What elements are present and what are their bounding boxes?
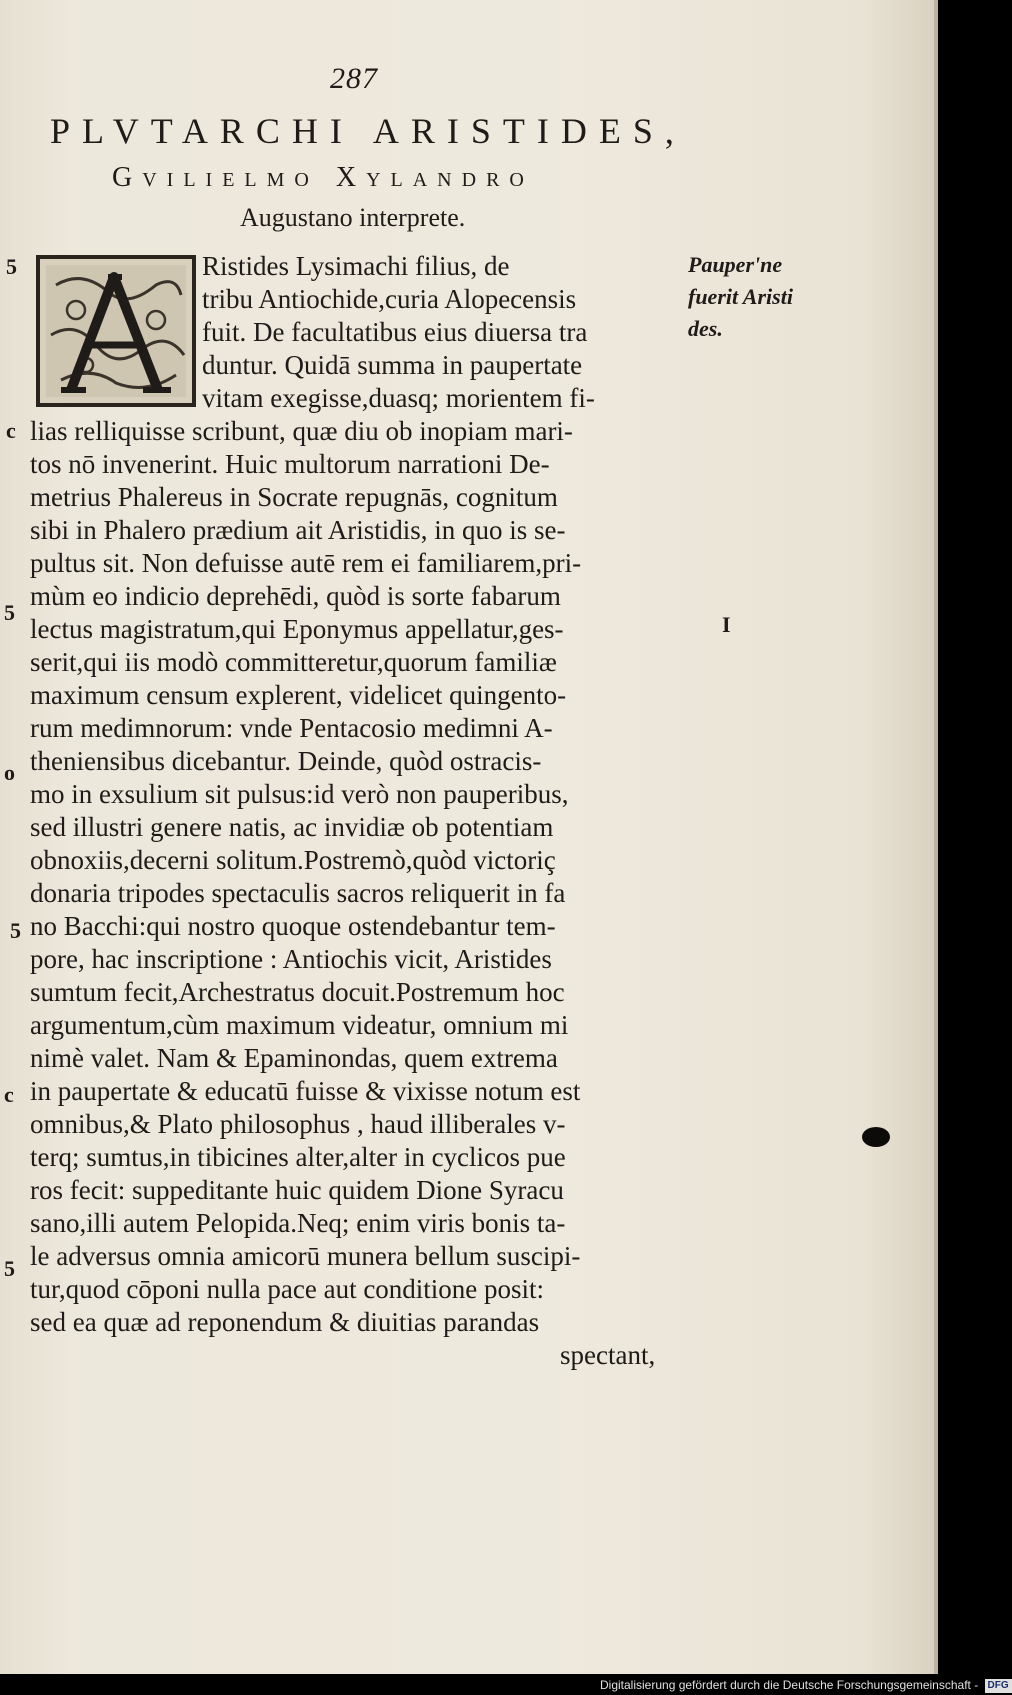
margin-note: des.	[688, 316, 723, 341]
page-title: PLVTARCHI ARISTIDES,	[50, 111, 686, 151]
text-line: donaria tripodes spectaculis sacros reliquerit in fa	[30, 878, 566, 908]
text-line: terq; sumtus,in tibicines alter,alter in cyclicos pue	[30, 1142, 566, 1172]
text-line: mo in exsulium sit pulsus:id verò non pauperibus,	[30, 779, 569, 809]
line-number: o	[4, 760, 15, 785]
text-line: mùm eo indicio deprehēdi, quòd is sorte fabarum	[30, 581, 561, 611]
footer-text: Digitalisierung gefördert durch die Deutsche Forschungsgemeinschaft -	[600, 1678, 979, 1692]
text-line: metrius Phalereus in Socrate repugnās, cognitum	[30, 482, 558, 512]
text-line: sano,illi autem Pelopida.Neq; enim viris bonis ta-	[30, 1208, 566, 1238]
text-line: sed illustri genere natis, ac invidiæ ob potentiam	[30, 812, 554, 842]
text-line: tribu Antiochide,curia Alopecensis	[202, 284, 577, 314]
decorated-initial	[36, 255, 196, 407]
text-line: serit,qui iis modò committeretur,quorum familiæ	[30, 647, 557, 677]
line-number: c	[6, 418, 16, 443]
dfg-logo-icon: DFG	[985, 1679, 1012, 1693]
page-edge	[934, 0, 938, 1674]
text-line: in paupertate & educatū fuisse & vixisse notum est	[30, 1076, 581, 1106]
text-line: tur,quod cōponi nulla pace aut conditione posit:	[30, 1274, 545, 1304]
text-line: obnoxiis,decerni solitum.Postremò,quòd victoriç	[30, 845, 556, 875]
text-line: theniensibus dicebantur. Deinde, quòd ostracis-	[30, 746, 542, 776]
interpreter-line: Augustano interprete.	[240, 203, 466, 232]
text-line: vitam exegisse,duasq; morientem fi-	[202, 383, 595, 413]
line-number: 5	[4, 600, 15, 625]
line-number: 5	[10, 918, 21, 943]
catchword: spectant,	[560, 1340, 656, 1370]
text-line: sibi in Phalero prædium ait Aristidis, in quo is se-	[30, 515, 566, 545]
text-line: argumentum,cùm maximum videatur, omnium mi	[30, 1010, 569, 1040]
margin-note: fuerit Aristi	[688, 284, 793, 309]
text-line: nimè valet. Nam & Epaminondas, quem extrema	[30, 1043, 558, 1073]
text-line: sumtum fecit,Archestratus docuit.Postremum hoc	[30, 977, 565, 1007]
line-number: c	[4, 1082, 14, 1107]
text-line: sed ea quæ ad reponendum & diuitias parandas	[30, 1307, 540, 1337]
ink-blot	[862, 1127, 890, 1147]
text-line: pore, hac inscriptione : Antiochis vicit, Aristides	[30, 944, 552, 974]
text-line: maximum censum explerent, videlicet quingento-	[30, 680, 567, 710]
text-line: Ristides Lysimachi filius, de	[202, 251, 510, 281]
text-line: le adversus omnia amicorū munera bellum suscipi-	[30, 1241, 581, 1271]
page-number: 287	[330, 62, 378, 95]
text-line: rum medimnorum: vnde Pentacosio medimni A-	[30, 713, 553, 743]
text-line: ros fecit: suppeditante huic quidem Dione Syracu	[30, 1175, 564, 1205]
translator-line: Gvilielmo Xylandro	[112, 162, 534, 193]
margin-note: Pauper'ne	[688, 252, 783, 277]
line-number: 5	[4, 1256, 15, 1281]
text-line: omnibus,& Plato philosophus , haud illiberales v-	[30, 1109, 566, 1139]
text-line: tos nō invenerint. Huic multorum narrationi De-	[30, 449, 550, 479]
text-line: no Bacchi:qui nostro quoque ostendebantur tem-	[30, 911, 556, 941]
text-line: fuit. De facultatibus eius diuersa tra	[202, 317, 588, 347]
text-line: pultus sit. Non defuisse autē rem ei familiarem,pri-	[30, 548, 582, 578]
text-line: lias relliquisse scribunt, quæ diu ob inopiam mari-	[30, 416, 573, 446]
text-line: duntur. Quidā summa in paupertate	[202, 350, 583, 380]
initial-ornament-icon	[46, 265, 186, 397]
text-line: lectus magistratum,qui Eponymus appellatur,ges-	[30, 614, 564, 644]
digitization-footer	[600, 1676, 1009, 1695]
margin-marker: I	[722, 612, 731, 637]
line-number: 5	[6, 254, 17, 279]
